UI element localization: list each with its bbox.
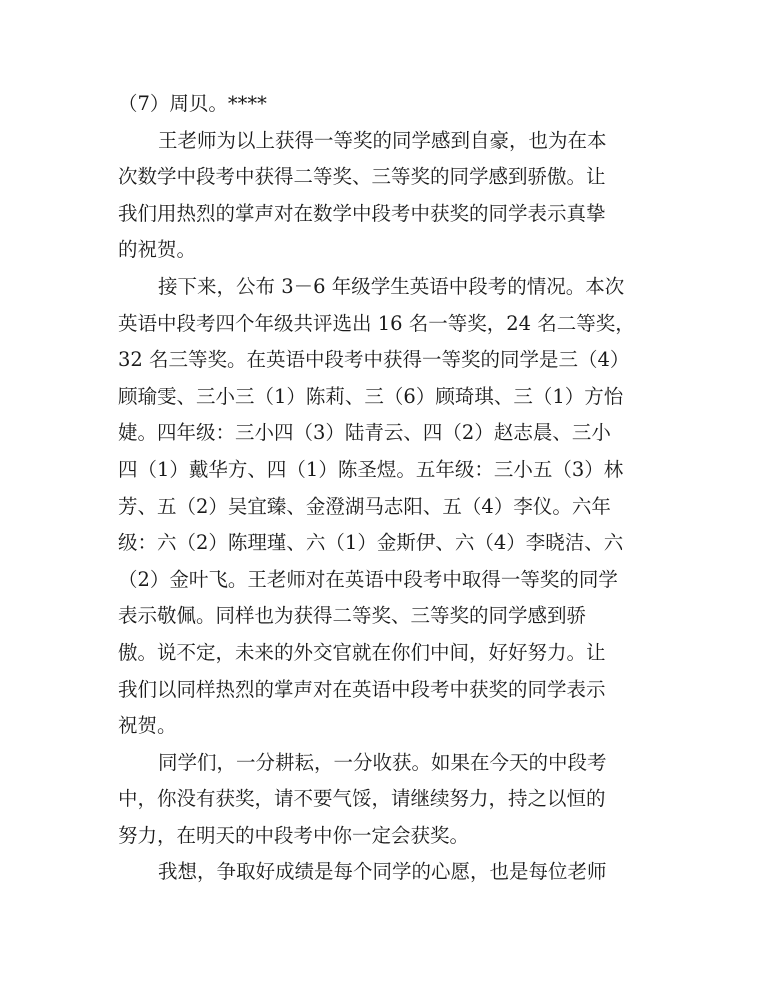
text-line: 32 名三等奖。在英语中段考中获得一等奖的同学是三（4）	[118, 348, 630, 372]
text-line: 英语中段考四个年级共评选出 16 名一等奖，24 名二等奖，	[118, 311, 635, 335]
text-line: 中，你没有获奖，请不要气馁，请继续努力，持之以恒的	[118, 787, 606, 811]
text-line: （2）金叶飞。王老师对在英语中段考中取得一等奖的同学	[118, 567, 618, 591]
text-line: （7）周贝。****	[118, 92, 267, 115]
text-line: 努力，在明天的中段考中你一定会获奖。	[118, 823, 470, 847]
text-line: 我想，争取好成绩是每个同学的心愿，也是每位老师	[158, 860, 607, 884]
document-body	[118, 86, 646, 891]
text-line: 同学们，一分耕耘，一分收获。如果在今天的中段考	[158, 750, 607, 774]
text-line: 王老师为以上获得一等奖的同学感到自豪，也为在本	[158, 128, 607, 152]
text-line: 我们用热烈的掌声对在数学中段考中获奖的同学表示真挚	[118, 201, 606, 225]
text-line: 的祝贺。	[118, 238, 197, 262]
text-line: 我们以同样热烈的掌声对在英语中段考中获奖的同学表示	[118, 677, 606, 701]
text-line: 芳、五（2）吴宜臻、金澄湖马志阳、五（4）李仪。六年	[118, 494, 611, 518]
text-line: 婕。四年级：三小四（3）陆青云、四（2）赵志晨、三小	[118, 421, 611, 445]
text-line: 接下来，公布 3－6 年级学生英语中段考的情况。本次	[158, 274, 625, 298]
text-line: 表示敬佩。同样也为获得二等奖、三等奖的同学感到骄	[118, 604, 587, 628]
text-line: 祝贺。	[118, 714, 177, 738]
text-line: 四（1）戴华方、四（1）陈圣煜。五年级：三小五（3）林	[118, 457, 624, 481]
text-line: 级：六（2）陈理瑾、六（1）金斯伊、六（4）李晓洁、六	[118, 531, 624, 555]
text-line: 顾瑜雯、三小三（1）陈莉、三（6）顾琦琪、三（1）方怡	[118, 384, 624, 408]
text-line: 傲。说不定，未来的外交官就在你们中间，好好努力。让	[118, 640, 606, 664]
text-line: 次数学中段考中获得二等奖、三等奖的同学感到骄傲。让	[118, 165, 606, 189]
